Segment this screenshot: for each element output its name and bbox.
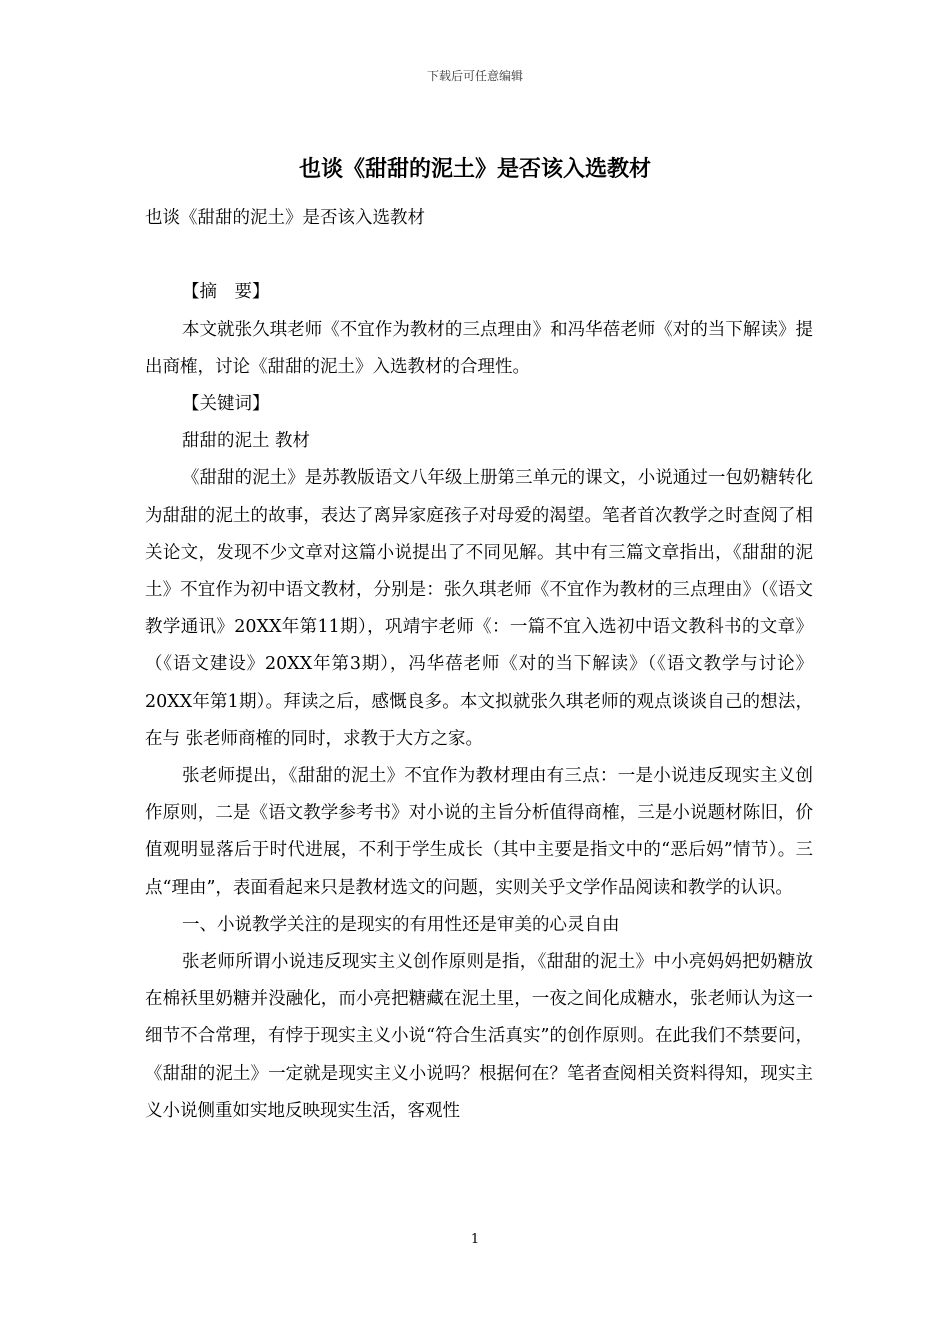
document-body xyxy=(145,200,813,1130)
document-subtitle: 也谈《甜甜的泥土》是否该入选教材 xyxy=(145,208,425,228)
body-paragraph: 张老师提出，《甜甜的泥土》不宜作为教材理由有三点：一是小说违反现实主义创作原则，二是《语文教学参考书》对小说的主旨分析值得商榷，三是小说题材陈旧，价值观明显落后于时代进展，不利于学生成长（其中主要是指文中的“恶后妈”情节）。三点“理由”，表面看起来只是教材选文的问题，实则关乎文学作品阅读和教学的认识。 xyxy=(145,766,813,898)
keywords-text: 甜甜的泥土 教材 xyxy=(182,431,311,452)
body-paragraph: 张老师所谓小说违反现实主义创作原则是指，《甜甜的泥土》中小亮妈妈把奶糖放在棉袄里奶糖并没融化，而小亮把糖藏在泥土里，一夜之间化成糖水，张老师认为这一细节不合常理，有悖于现实主义小说“符合生活真实”的创作原则。在此我们不禁要问，《甜甜的泥土》一定就是现实主义小说吗？根据何在？笔者查阅相关资料得知，现实主义小说侧重如实地反映现实生活，客观性 xyxy=(145,952,813,1121)
header-note: 下载后可任意编辑 xyxy=(426,69,523,83)
page-number: 1 xyxy=(470,1232,480,1247)
section-heading: 一、小说教学关注的是现实的有用性还是审美的心灵自由 xyxy=(182,914,620,935)
blank-line xyxy=(145,237,813,274)
abstract-heading: 【摘 要】 xyxy=(182,282,270,303)
body-paragraph: 《甜甜的泥土》是苏教版语文八年级上册第三单元的课文，小说通过一包奶糖转化为甜甜的泥土的故事，表达了离异家庭孩子对母爱的渴望。笔者首次教学之时查阅了相关论文，发现不少文章对这篇小说提出了不同见解。其中有三篇文章指出，《甜甜的泥土》不宜作为初中语文教材，分别是：张久琪老师《不宜作为教材的三点理由》（《语文教学通讯》20XX年第11期），巩靖宇老师《：一篇不宜入选初中语文教科书的文章》（《语文建设》20XX年第3期），冯华蓓老师《对的当下解读》（《语文教学与讨论》20XX年第1期）。拜读之后，感慨良多。本文拟就张久琪老师的观点谈谈自己的想法，在与 张老师商榷的同时，求教于大方之家。 xyxy=(145,468,813,749)
keywords-heading: 【关键词】 xyxy=(182,394,270,414)
document-title: 也谈《甜甜的泥土》是否该入选教材 xyxy=(298,156,651,182)
abstract-text: 本文就张久琪老师《不宜作为教材的三点理由》和冯华蓓老师《对的当下解读》提出商榷，讨论《甜甜的泥土》入选教材的合理性。 xyxy=(145,319,813,377)
